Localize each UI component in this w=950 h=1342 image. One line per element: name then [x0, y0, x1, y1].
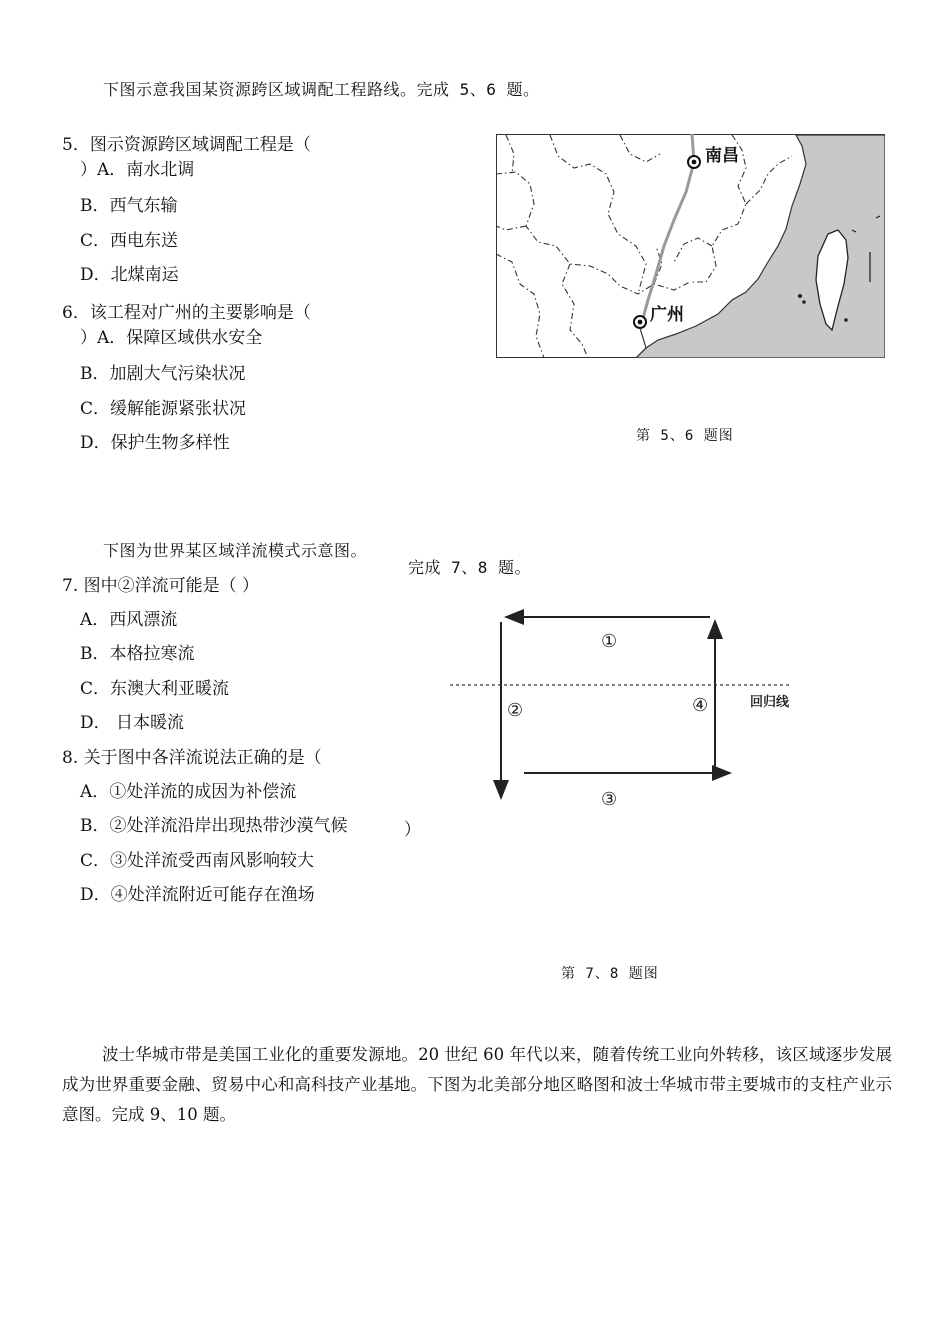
q5-option-d: D．北煤南运	[80, 265, 179, 285]
intro-q7-8-a: 下图为世界某区域洋流模式示意图。	[103, 541, 368, 560]
q7-option-d: D． 日本暖流	[80, 713, 185, 733]
q8-stem: 8. 关于图中各洋流说法正确的是（	[62, 748, 322, 768]
q7-option-b: B．本格拉寒流	[80, 644, 195, 664]
current-3-label: ③	[601, 789, 618, 810]
city-label-guangzhou: 广州	[650, 305, 684, 325]
current-4-label: ④	[692, 695, 709, 716]
intro-q5-6: 下图示意我国某资源跨区域调配工程路线。完成 5、6 题。	[103, 80, 540, 99]
q8-option-c: C．③处洋流受西南风影响较大	[80, 851, 315, 871]
tropic-line-label: 回归线	[750, 695, 790, 710]
intro-q7-8-b: 完成 7、8 题。	[408, 558, 532, 577]
q5-stem: 5．图示资源跨区域调配工程是（	[62, 135, 311, 155]
resource-route-map	[496, 134, 885, 358]
q6-stem: 6．该工程对广州的主要影响是（	[62, 303, 311, 323]
intro-q9-10: 波士华城市带是美国工业化的重要发源地。20 世纪 60 年代以来，随着传统工业向外转移，该区域逐步发展成为世界重要金融、贸易中心和高科技产业基地。下图为北美部分地区略图和波士华城市带主要城市的支柱产业示意图。完成 9、10 题。	[62, 1045, 892, 1124]
q5-option-a: ）A．南水北调	[80, 160, 195, 180]
city-marker-nanchang	[688, 156, 700, 168]
q8-option-d: D．④处洋流附近可能存在渔场	[80, 885, 315, 905]
q7-option-c: C．东澳大利亚暖流	[80, 679, 230, 699]
q8-close-paren: ）	[404, 820, 421, 840]
caption-fig-7-8: 第 7、8 题图	[561, 966, 659, 982]
ocean-current-diagram	[440, 600, 810, 815]
q5-option-b: B．西气东输	[80, 196, 178, 216]
q8-option-a: A．①处洋流的成因为补偿流	[80, 782, 297, 802]
current-1-label: ①	[601, 631, 618, 652]
current-2-label: ②	[507, 700, 524, 721]
q7-option-a: A．西风漂流	[80, 610, 178, 630]
city-marker-guangzhou	[634, 316, 646, 328]
q6-option-a: ）A．保障区域供水安全	[80, 328, 263, 348]
q6-option-d: D．保护生物多样性	[80, 433, 230, 453]
city-label-nanchang: 南昌	[705, 146, 739, 166]
q6-option-c: C．缓解能源紧张状况	[80, 399, 247, 419]
q8-option-b: B．②处洋流沿岸出现热带沙漠气候	[80, 816, 348, 836]
q5-option-c: C．西电东送	[80, 231, 179, 251]
q6-option-b: B．加剧大气污染状况	[80, 364, 246, 384]
q7-stem: 7. 图中②洋流可能是（ ）	[62, 576, 260, 596]
caption-fig-5-6: 第 5、6 题图	[636, 428, 734, 444]
